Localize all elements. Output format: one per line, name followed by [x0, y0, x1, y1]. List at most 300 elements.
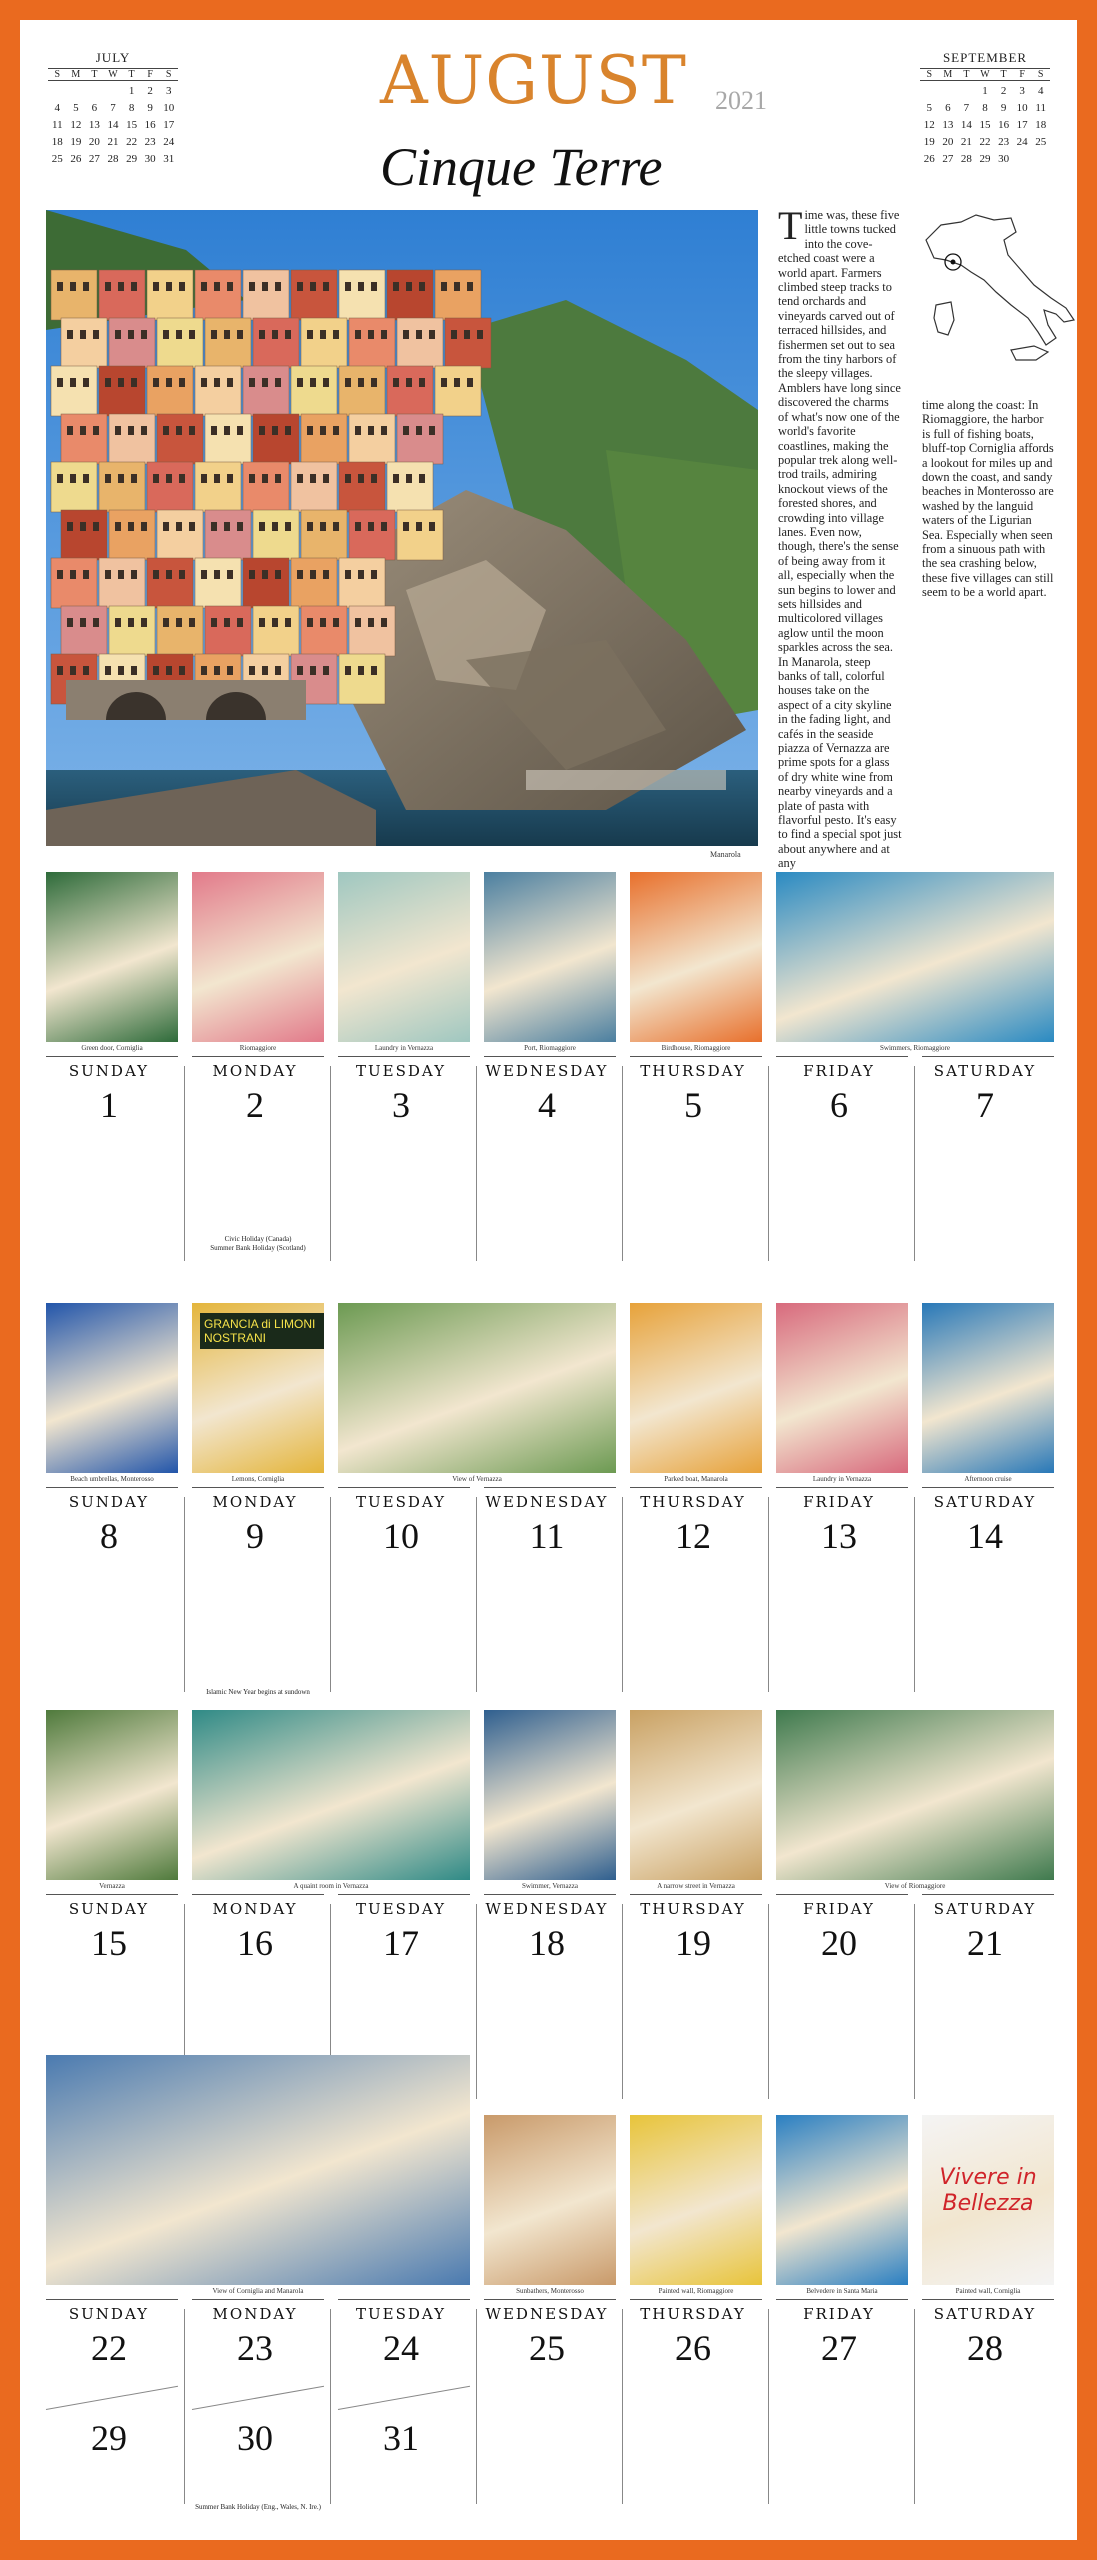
story-text-1: ime was, these five little towns tucked into the cove-etched coast were a world apart. Farmers climbed steep tracks to tend orchards and vineyards carved out of terraced hillsides, and fishermen set out to sea from the tiny harbors of the sleepy villages. Amblers have long since discovered the charms of what's now one of the world's favorite coastlines, making the popular trek along well-trod trails, admiring knockout views of the forested shores, and crowding into village lanes. Even now, though, there's the sense of being away from it all, especially when the sun begins to lower and sets hillsides and multicolored villages aglow until the moon sparkles across the sea. In Manarola, steep banks of tall, colorful houses take on the aspect of a city skyline in the fading light, and cafés in the seaside piazza of Vernazza are prime spots for a glass of dry white wine from nearby vineyards and a plate of pasta with flavorful pesto. It's easy to find a special spot just about anywhere and at any: [778, 208, 902, 871]
weekday-label: WEDNESDAY: [485, 1900, 609, 1918]
day-photo: [338, 1303, 616, 1473]
window: [115, 618, 121, 627]
date-number[interactable]: 3: [392, 1085, 410, 1125]
photo-caption: Sunbathers, Monterosso: [516, 2287, 584, 2295]
mini-weekday-label: W: [980, 69, 990, 80]
house: [195, 366, 241, 416]
weekday-label: FRIDAY: [803, 1062, 875, 1080]
window: [131, 474, 137, 483]
mini-weekday-label: S: [926, 69, 933, 80]
weekday-label: MONDAY: [212, 1493, 298, 1511]
weekday-label: THURSDAY: [640, 2305, 746, 2323]
house: [253, 318, 299, 368]
window: [381, 330, 387, 339]
house: [301, 510, 347, 560]
window: [259, 522, 265, 531]
date-number[interactable]: 1: [100, 1085, 118, 1125]
house: [397, 414, 443, 464]
day-photo: [484, 1710, 616, 1880]
mini-weekday-label: F: [1019, 69, 1025, 80]
window: [105, 666, 111, 675]
holiday-note: Summer Bank Holiday (Eng., Wales, N. Ire.): [195, 2503, 321, 2511]
day-photo: [192, 1710, 470, 1880]
window: [406, 282, 412, 291]
mini-day: 25: [51, 153, 63, 165]
window: [227, 282, 233, 291]
day-divider: [338, 2299, 470, 2300]
window: [345, 666, 351, 675]
window: [163, 522, 169, 531]
day-photo: [338, 872, 470, 1042]
window: [70, 378, 76, 387]
split-day-diagonal: [338, 2386, 470, 2410]
mini-day: 26: [923, 153, 935, 165]
mini-day: 3: [1019, 85, 1025, 97]
date-number[interactable]: 16: [237, 1923, 273, 1963]
holiday-note: Civic Holiday (Canada) Summer Bank Holiday (Scotland): [210, 1235, 306, 1252]
photo-caption: Green door, Corniglia: [81, 1044, 143, 1052]
mini-day: 11: [1035, 102, 1046, 114]
day-separator: [330, 1066, 331, 1261]
house: [291, 366, 337, 416]
location-title: Cinque Terre: [380, 137, 663, 197]
mini-day: [85, 85, 104, 97]
window: [141, 426, 147, 435]
house: [109, 414, 155, 464]
window: [176, 522, 182, 531]
italy-map: [916, 210, 1077, 380]
mini-weekday-label: T: [91, 69, 98, 80]
date-number[interactable]: 6: [830, 1085, 848, 1125]
mini-day: 3: [165, 85, 172, 97]
house: [195, 270, 241, 320]
window: [163, 618, 169, 627]
day-divider: [484, 2299, 616, 2300]
date-number[interactable]: 22: [91, 2328, 127, 2368]
mini-day: 17: [1016, 119, 1028, 131]
window: [467, 378, 473, 387]
window: [237, 330, 243, 339]
window: [262, 378, 268, 387]
day-separator: [914, 1066, 915, 1261]
mini-day: 21: [107, 136, 119, 148]
weekday-label: SUNDAY: [68, 1900, 150, 1918]
window: [83, 666, 89, 675]
window: [153, 474, 159, 483]
day-divider: [46, 1487, 178, 1488]
weekday-label: THURSDAY: [640, 1900, 746, 1918]
window: [189, 330, 195, 339]
window: [406, 474, 412, 483]
mini-day: 29: [979, 153, 991, 165]
window: [80, 618, 86, 627]
day-divider: [338, 1894, 470, 1895]
house: [349, 318, 395, 368]
photo-caption: Lemons, Corniglia: [231, 1475, 285, 1483]
window: [381, 426, 387, 435]
window: [285, 522, 291, 531]
window: [467, 282, 473, 291]
day-divider: [192, 1894, 324, 1895]
weekday-label: TUESDAY: [355, 2305, 447, 2323]
window: [381, 522, 387, 531]
house: [349, 510, 395, 560]
window: [163, 426, 169, 435]
window: [201, 474, 207, 483]
date-number[interactable]: 14: [967, 1516, 1003, 1556]
window: [211, 522, 217, 531]
date-number[interactable]: 28: [967, 2328, 1003, 2368]
date-number[interactable]: 19: [675, 1923, 711, 1963]
window: [419, 282, 425, 291]
window: [403, 426, 409, 435]
window: [57, 570, 63, 579]
mini-calendar-grid: [920, 85, 1050, 165]
day-divider: [630, 1894, 762, 1895]
weekday-label: TUESDAY: [355, 1493, 447, 1511]
mini-day: 10: [163, 102, 175, 114]
house: [157, 606, 203, 656]
day-separator: [768, 1497, 769, 1692]
window: [275, 378, 281, 387]
day-photo: [46, 1710, 178, 1880]
window: [105, 570, 111, 579]
mini-day: 18: [1035, 119, 1047, 131]
mini-weekday-label: S: [165, 69, 172, 80]
window: [105, 282, 111, 291]
window: [272, 522, 278, 531]
window: [368, 330, 374, 339]
house: [99, 462, 145, 512]
house: [339, 366, 385, 416]
photo-caption: Afternoon cruise: [964, 1475, 1012, 1483]
window: [416, 330, 422, 339]
story-column-1: [778, 203, 902, 871]
day-photo: [192, 872, 324, 1042]
house: [301, 318, 347, 368]
window: [368, 522, 374, 531]
year-label: 2021: [715, 86, 767, 115]
date-number[interactable]: 30: [237, 2418, 273, 2458]
day-divider: [922, 1487, 1054, 1488]
window: [358, 378, 364, 387]
weekday-label: SUNDAY: [68, 2305, 150, 2323]
date-number[interactable]: 2: [246, 1085, 264, 1125]
house: [397, 510, 443, 560]
photo-caption: Port, Riomaggiore: [524, 1044, 576, 1052]
lemon-sign-text: GRANCIA di LIMONI NOSTRANI: [200, 1313, 324, 1349]
window: [275, 570, 281, 579]
house: [339, 270, 385, 320]
mini-calendar-weekday-row: [920, 68, 1050, 81]
house: [349, 414, 395, 464]
mini-day: 24: [1016, 136, 1028, 148]
date-number[interactable]: 17: [383, 1923, 419, 1963]
day-photo: [776, 872, 1054, 1042]
mini-day: 20: [88, 136, 100, 148]
photo-caption: Belvedere in Santa Maria: [806, 2287, 878, 2295]
window: [451, 330, 457, 339]
mini-day: 2: [147, 85, 153, 97]
window: [259, 426, 265, 435]
window: [285, 426, 291, 435]
mini-day: [957, 85, 976, 97]
date-number[interactable]: 26: [675, 2328, 711, 2368]
day-separator: [184, 2309, 185, 2504]
mini-day: 23: [998, 136, 1010, 148]
window: [105, 378, 111, 387]
mini-day: 31: [163, 153, 175, 165]
window: [262, 666, 268, 675]
window: [249, 474, 255, 483]
house: [99, 366, 145, 416]
date-number[interactable]: 18: [529, 1923, 565, 1963]
mini-calendar-september: [920, 50, 1050, 165]
day-divider: [776, 1487, 908, 1488]
weekday-label: TUESDAY: [355, 1062, 447, 1080]
window: [310, 570, 316, 579]
day-photo: [192, 1303, 324, 1473]
date-number[interactable]: 11: [529, 1516, 565, 1556]
mini-day: 1: [128, 85, 135, 97]
mini-day: 11: [51, 119, 63, 131]
mini-calendar-july: [48, 50, 178, 165]
window: [57, 474, 63, 483]
photo-caption: A narrow street in Vernazza: [657, 1882, 735, 1890]
window: [307, 426, 313, 435]
house: [61, 414, 107, 464]
mini-day: 4: [54, 102, 61, 114]
window: [403, 330, 409, 339]
window: [118, 474, 124, 483]
house: [147, 558, 193, 608]
day-divider: [192, 1487, 324, 1488]
mini-day: 15: [979, 119, 991, 131]
window: [320, 426, 326, 435]
window: [393, 282, 399, 291]
mini-weekday-label: F: [147, 69, 153, 80]
mini-day: 6: [91, 102, 98, 114]
photo-caption: Swimmers, Riomaggiore: [880, 1044, 950, 1052]
mini-day: 22: [126, 136, 138, 148]
house: [99, 558, 145, 608]
photo-caption: Laundry in Vernazza: [812, 1475, 872, 1483]
window: [323, 666, 329, 675]
mini-day: 13: [88, 119, 100, 131]
date-number[interactable]: 15: [91, 1923, 127, 1963]
weekday-label: SUNDAY: [68, 1062, 150, 1080]
mini-day: 8: [128, 102, 135, 114]
window: [310, 282, 316, 291]
mini-day: 14: [960, 119, 972, 131]
date-number[interactable]: 21: [967, 1923, 1003, 1963]
weekday-label: FRIDAY: [803, 1900, 875, 1918]
window: [249, 666, 255, 675]
window: [272, 426, 278, 435]
window: [297, 666, 303, 675]
window: [237, 522, 243, 531]
day-separator: [622, 1497, 623, 1692]
mini-day: 1: [982, 85, 988, 97]
day-photo: [484, 2115, 616, 2285]
window: [67, 426, 73, 435]
house: [387, 366, 433, 416]
window: [118, 570, 124, 579]
window: [371, 570, 377, 579]
mini-day: [48, 85, 67, 97]
window: [227, 666, 233, 675]
date-number[interactable]: 31: [383, 2418, 419, 2458]
window: [93, 522, 99, 531]
house: [243, 270, 289, 320]
window: [118, 378, 124, 387]
mini-day: [104, 85, 123, 97]
house: [339, 654, 385, 704]
mini-day: 15: [126, 119, 138, 131]
date-number[interactable]: 27: [821, 2328, 857, 2368]
window: [153, 570, 159, 579]
house: [349, 606, 395, 656]
window: [141, 618, 147, 627]
mini-day: 27: [88, 153, 100, 165]
house: [147, 270, 193, 320]
window: [67, 618, 73, 627]
window: [201, 282, 207, 291]
mini-day: 29: [126, 153, 138, 165]
house: [51, 462, 97, 512]
house: [61, 606, 107, 656]
mini-weekday-label: M: [71, 69, 81, 80]
mini-day: 9: [147, 102, 153, 114]
window: [166, 282, 172, 291]
day-separator: [914, 1497, 915, 1692]
date-number[interactable]: 20: [821, 1923, 857, 1963]
window: [118, 666, 124, 675]
weekday-label: MONDAY: [212, 2305, 298, 2323]
mini-day: 25: [1035, 136, 1047, 148]
house: [157, 414, 203, 464]
day-divider: [922, 2299, 1054, 2300]
house: [109, 606, 155, 656]
window: [201, 666, 207, 675]
mini-day: [920, 85, 939, 97]
window: [323, 282, 329, 291]
house: [157, 318, 203, 368]
mini-weekday-label: T: [1000, 69, 1007, 80]
date-number[interactable]: 23: [237, 2328, 273, 2368]
mini-day: 5: [73, 102, 79, 114]
window: [131, 282, 137, 291]
day-separator: [330, 1497, 331, 1692]
date-number[interactable]: 7: [976, 1085, 994, 1125]
house: [301, 606, 347, 656]
window: [323, 378, 329, 387]
window: [310, 378, 316, 387]
window: [307, 618, 313, 627]
window: [358, 570, 364, 579]
day-divider: [192, 2299, 324, 2300]
weekday-label: SATURDAY: [933, 2305, 1037, 2323]
mini-weekday-label: S: [1037, 69, 1044, 80]
day-divider: [46, 1894, 178, 1895]
date-number[interactable]: 29: [91, 2418, 127, 2458]
house: [157, 510, 203, 560]
window: [297, 474, 303, 483]
weekday-label: SATURDAY: [933, 1062, 1037, 1080]
window: [227, 570, 233, 579]
mini-calendar-grid: [48, 85, 178, 165]
weekday-label: THURSDAY: [640, 1493, 746, 1511]
house: [445, 318, 491, 368]
date-number[interactable]: 9: [246, 1516, 264, 1556]
house: [397, 318, 443, 368]
mini-day: 19: [923, 136, 935, 148]
window: [224, 426, 230, 435]
window: [333, 426, 339, 435]
house: [147, 366, 193, 416]
weekday-label: MONDAY: [212, 1062, 298, 1080]
date-number[interactable]: 13: [821, 1516, 857, 1556]
window: [166, 378, 172, 387]
window: [128, 522, 134, 531]
mini-day: 4: [1037, 85, 1044, 97]
window: [179, 378, 185, 387]
house: [195, 462, 241, 512]
window: [214, 666, 220, 675]
window: [310, 666, 316, 675]
day-separator: [914, 1904, 915, 2099]
date-number[interactable]: 10: [383, 1516, 419, 1556]
window: [83, 282, 89, 291]
weekday-label: SUNDAY: [68, 1493, 150, 1511]
split-day-diagonal: [192, 2386, 324, 2410]
window: [333, 330, 339, 339]
date-number[interactable]: 25: [529, 2328, 565, 2368]
mini-day: 2: [1000, 85, 1007, 97]
mini-day: 14: [107, 119, 119, 131]
story-column-2: time along the coast: In Riomaggiore, the harbor is full of fishing boats, bluff-top Corniglia affords a lookout for miles up and down the coast, and sandy beaches in Monterosso are washed by the languid waters of the Ligurian Sea. Especially when seen from a sinuous path with the sea crashing below, these five villages can still seem to be a world apart.: [922, 398, 1054, 600]
date-number[interactable]: 24: [383, 2328, 419, 2368]
weekday-label: MONDAY: [212, 1900, 298, 1918]
window: [57, 666, 63, 675]
window: [355, 618, 361, 627]
house: [205, 606, 251, 656]
window: [131, 666, 137, 675]
window: [345, 282, 351, 291]
date-number[interactable]: 4: [538, 1085, 556, 1125]
photo-caption: Beach umbrellas, Monterosso: [70, 1475, 154, 1483]
hero-photo-manarola: [46, 210, 758, 846]
mini-day: 10: [1016, 102, 1028, 114]
date-number[interactable]: 8: [100, 1516, 118, 1556]
date-number[interactable]: 5: [684, 1085, 702, 1125]
window: [320, 618, 326, 627]
window: [115, 522, 121, 531]
mini-day: 30: [144, 153, 156, 165]
window: [454, 282, 460, 291]
house: [147, 462, 193, 512]
mini-day: 22: [979, 136, 991, 148]
window: [355, 426, 361, 435]
window: [307, 330, 313, 339]
window: [227, 378, 233, 387]
day-separator: [768, 2309, 769, 2504]
date-number[interactable]: 12: [675, 1516, 711, 1556]
day-divider: [922, 1894, 1054, 1895]
mini-day: 5: [926, 102, 933, 114]
window: [297, 378, 303, 387]
split-day-diagonal: [46, 2386, 178, 2410]
